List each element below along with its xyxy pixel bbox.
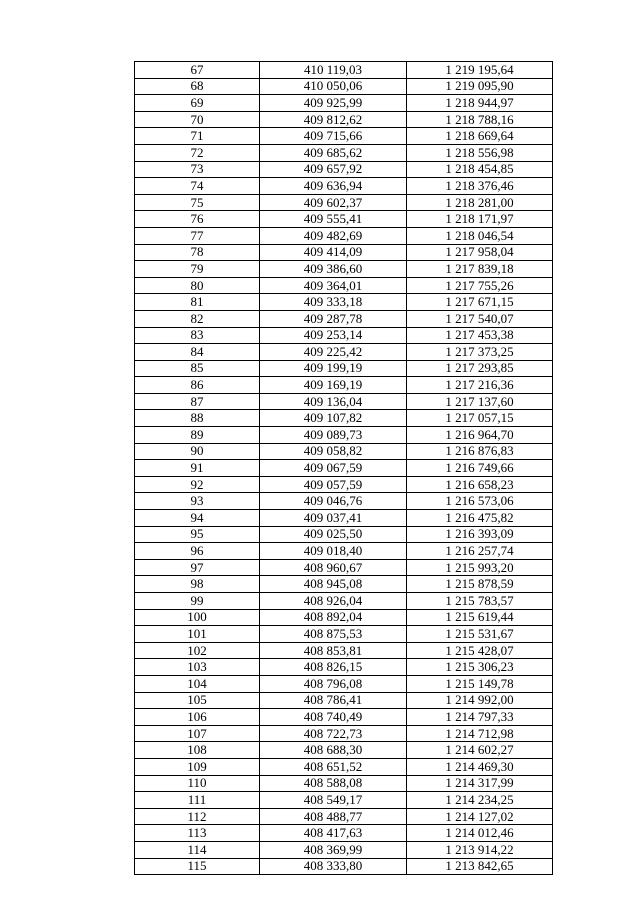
y-coordinate-cell: 1 217 057,15 (407, 410, 553, 427)
point-number-cell: 94 (135, 510, 260, 527)
x-coordinate-cell: 408 588,08 (260, 775, 407, 792)
x-coordinate-cell: 408 960,67 (260, 559, 407, 576)
y-coordinate-cell: 1 217 839,18 (407, 261, 553, 278)
table-row (135, 642, 553, 659)
y-coordinate-cell: 1 214 234,25 (407, 792, 553, 809)
x-coordinate-cell: 409 169,19 (260, 377, 407, 394)
table-row (135, 410, 553, 427)
y-coordinate-cell: 1 215 878,59 (407, 576, 553, 593)
x-coordinate-cell: 409 287,78 (260, 310, 407, 327)
y-coordinate-cell: 1 217 755,26 (407, 277, 553, 294)
point-number-cell: 110 (135, 775, 260, 792)
point-number-cell: 74 (135, 178, 260, 195)
table-row (135, 95, 553, 112)
y-coordinate-cell: 1 217 540,07 (407, 310, 553, 327)
x-coordinate-cell: 408 369,99 (260, 841, 407, 858)
table-row (135, 144, 553, 161)
y-coordinate-cell: 1 218 281,00 (407, 194, 553, 211)
y-coordinate-cell: 1 216 658,23 (407, 476, 553, 493)
table-row (135, 493, 553, 510)
table-row (135, 227, 553, 244)
point-number-cell: 79 (135, 261, 260, 278)
y-coordinate-cell: 1 218 944,97 (407, 95, 553, 112)
table-row (135, 393, 553, 410)
point-number-cell: 96 (135, 543, 260, 560)
x-coordinate-cell: 408 796,08 (260, 675, 407, 692)
point-number-cell: 84 (135, 344, 260, 361)
x-coordinate-cell: 410 050,06 (260, 78, 407, 95)
table-row (135, 261, 553, 278)
x-coordinate-cell: 408 892,04 (260, 609, 407, 626)
y-coordinate-cell: 1 216 876,83 (407, 443, 553, 460)
point-number-cell: 88 (135, 410, 260, 427)
table-row (135, 360, 553, 377)
x-coordinate-cell: 408 722,73 (260, 725, 407, 742)
point-number-cell: 102 (135, 642, 260, 659)
point-number-cell: 75 (135, 194, 260, 211)
y-coordinate-cell: 1 213 914,22 (407, 841, 553, 858)
y-coordinate-cell: 1 214 127,02 (407, 808, 553, 825)
point-number-cell: 89 (135, 427, 260, 444)
point-number-cell: 111 (135, 792, 260, 809)
x-coordinate-cell: 409 602,37 (260, 194, 407, 211)
x-coordinate-cell: 408 549,17 (260, 792, 407, 809)
y-coordinate-cell: 1 216 257,74 (407, 543, 553, 560)
x-coordinate-cell: 408 333,80 (260, 858, 407, 875)
x-coordinate-cell: 408 651,52 (260, 758, 407, 775)
y-coordinate-cell: 1 215 783,57 (407, 593, 553, 610)
point-number-cell: 91 (135, 460, 260, 477)
table-row (135, 211, 553, 228)
table-row (135, 460, 553, 477)
y-coordinate-cell: 1 214 317,99 (407, 775, 553, 792)
table-row (135, 476, 553, 493)
point-number-cell: 112 (135, 808, 260, 825)
point-number-cell: 104 (135, 675, 260, 692)
point-number-cell: 82 (135, 310, 260, 327)
point-number-cell: 70 (135, 111, 260, 128)
point-number-cell: 114 (135, 841, 260, 858)
table-row (135, 277, 553, 294)
point-number-cell: 72 (135, 144, 260, 161)
point-number-cell: 73 (135, 161, 260, 178)
point-number-cell: 81 (135, 294, 260, 311)
table-row (135, 377, 553, 394)
x-coordinate-cell: 409 482,69 (260, 227, 407, 244)
x-coordinate-cell: 409 089,73 (260, 427, 407, 444)
y-coordinate-cell: 1 215 149,78 (407, 675, 553, 692)
table-row (135, 709, 553, 726)
x-coordinate-cell: 409 057,59 (260, 476, 407, 493)
point-number-cell: 78 (135, 244, 260, 261)
x-coordinate-cell: 408 926,04 (260, 593, 407, 610)
y-coordinate-cell: 1 214 602,27 (407, 742, 553, 759)
y-coordinate-cell: 1 216 573,06 (407, 493, 553, 510)
y-coordinate-cell: 1 218 376,46 (407, 178, 553, 195)
table-row (135, 161, 553, 178)
x-coordinate-cell: 409 715,66 (260, 128, 407, 145)
x-coordinate-cell: 409 199,19 (260, 360, 407, 377)
y-coordinate-cell: 1 217 671,15 (407, 294, 553, 311)
x-coordinate-cell: 409 925,99 (260, 95, 407, 112)
point-number-cell: 97 (135, 559, 260, 576)
y-coordinate-cell: 1 214 012,46 (407, 825, 553, 842)
x-coordinate-cell: 408 488,77 (260, 808, 407, 825)
y-coordinate-cell: 1 218 788,16 (407, 111, 553, 128)
table-row (135, 692, 553, 709)
y-coordinate-cell: 1 218 454,85 (407, 161, 553, 178)
point-number-cell: 100 (135, 609, 260, 626)
point-number-cell: 76 (135, 211, 260, 228)
table-row (135, 742, 553, 759)
point-number-cell: 67 (135, 62, 260, 79)
x-coordinate-cell: 409 046,76 (260, 493, 407, 510)
table-row (135, 559, 553, 576)
y-coordinate-cell: 1 213 842,65 (407, 858, 553, 875)
table-row (135, 825, 553, 842)
table-row (135, 443, 553, 460)
x-coordinate-cell: 408 688,30 (260, 742, 407, 759)
x-coordinate-cell: 409 025,50 (260, 526, 407, 543)
x-coordinate-cell: 408 945,08 (260, 576, 407, 593)
x-coordinate-cell: 410 119,03 (260, 62, 407, 79)
x-coordinate-cell: 409 067,59 (260, 460, 407, 477)
y-coordinate-cell: 1 215 619,44 (407, 609, 553, 626)
coordinates-table-body (135, 62, 553, 875)
x-coordinate-cell: 409 555,41 (260, 211, 407, 228)
x-coordinate-cell: 409 333,18 (260, 294, 407, 311)
table-row (135, 178, 553, 195)
y-coordinate-cell: 1 214 797,33 (407, 709, 553, 726)
point-number-cell: 92 (135, 476, 260, 493)
x-coordinate-cell: 409 364,01 (260, 277, 407, 294)
table-row (135, 128, 553, 145)
x-coordinate-cell: 409 253,14 (260, 327, 407, 344)
y-coordinate-cell: 1 217 293,85 (407, 360, 553, 377)
x-coordinate-cell: 409 685,62 (260, 144, 407, 161)
y-coordinate-cell: 1 218 171,97 (407, 211, 553, 228)
x-coordinate-cell: 409 107,82 (260, 410, 407, 427)
y-coordinate-cell: 1 219 095,90 (407, 78, 553, 95)
point-number-cell: 98 (135, 576, 260, 593)
point-number-cell: 83 (135, 327, 260, 344)
y-coordinate-cell: 1 215 531,67 (407, 626, 553, 643)
table-row (135, 758, 553, 775)
table-row (135, 111, 553, 128)
table-row (135, 543, 553, 560)
point-number-cell: 71 (135, 128, 260, 145)
x-coordinate-cell: 408 786,41 (260, 692, 407, 709)
y-coordinate-cell: 1 218 669,64 (407, 128, 553, 145)
table-row (135, 526, 553, 543)
table-row (135, 609, 553, 626)
table-row (135, 725, 553, 742)
point-number-cell: 68 (135, 78, 260, 95)
point-number-cell: 93 (135, 493, 260, 510)
point-number-cell: 90 (135, 443, 260, 460)
x-coordinate-cell: 408 740,49 (260, 709, 407, 726)
point-number-cell: 99 (135, 593, 260, 610)
point-number-cell: 87 (135, 393, 260, 410)
x-coordinate-cell: 408 417,63 (260, 825, 407, 842)
x-coordinate-cell: 409 018,40 (260, 543, 407, 560)
point-number-cell: 85 (135, 360, 260, 377)
table-row (135, 294, 553, 311)
x-coordinate-cell: 409 136,04 (260, 393, 407, 410)
point-number-cell: 101 (135, 626, 260, 643)
x-coordinate-cell: 409 037,41 (260, 510, 407, 527)
point-number-cell: 86 (135, 377, 260, 394)
x-coordinate-cell: 409 657,92 (260, 161, 407, 178)
y-coordinate-cell: 1 218 046,54 (407, 227, 553, 244)
y-coordinate-cell: 1 216 393,09 (407, 526, 553, 543)
point-number-cell: 80 (135, 277, 260, 294)
point-number-cell: 77 (135, 227, 260, 244)
coordinates-table (134, 61, 553, 875)
y-coordinate-cell: 1 214 469,30 (407, 758, 553, 775)
table-row (135, 78, 553, 95)
table-row (135, 344, 553, 361)
y-coordinate-cell: 1 217 137,60 (407, 393, 553, 410)
point-number-cell: 115 (135, 858, 260, 875)
point-number-cell: 109 (135, 758, 260, 775)
table-row (135, 808, 553, 825)
table-row (135, 244, 553, 261)
y-coordinate-cell: 1 217 958,04 (407, 244, 553, 261)
table-row (135, 626, 553, 643)
y-coordinate-cell: 1 215 993,20 (407, 559, 553, 576)
y-coordinate-cell: 1 218 556,98 (407, 144, 553, 161)
table-row (135, 327, 553, 344)
x-coordinate-cell: 408 826,15 (260, 659, 407, 676)
point-number-cell: 69 (135, 95, 260, 112)
point-number-cell: 103 (135, 659, 260, 676)
x-coordinate-cell: 409 386,60 (260, 261, 407, 278)
table-row (135, 310, 553, 327)
table-row (135, 659, 553, 676)
y-coordinate-cell: 1 217 216,36 (407, 377, 553, 394)
x-coordinate-cell: 409 636,94 (260, 178, 407, 195)
table-row (135, 510, 553, 527)
y-coordinate-cell: 1 215 306,23 (407, 659, 553, 676)
y-coordinate-cell: 1 216 475,82 (407, 510, 553, 527)
y-coordinate-cell: 1 216 749,66 (407, 460, 553, 477)
x-coordinate-cell: 408 853,81 (260, 642, 407, 659)
point-number-cell: 95 (135, 526, 260, 543)
table-row (135, 576, 553, 593)
x-coordinate-cell: 409 225,42 (260, 344, 407, 361)
table-row (135, 792, 553, 809)
point-number-cell: 113 (135, 825, 260, 842)
y-coordinate-cell: 1 219 195,64 (407, 62, 553, 79)
x-coordinate-cell: 408 875,53 (260, 626, 407, 643)
table-row (135, 62, 553, 79)
y-coordinate-cell: 1 216 964,70 (407, 427, 553, 444)
table-row (135, 841, 553, 858)
x-coordinate-cell: 409 058,82 (260, 443, 407, 460)
y-coordinate-cell: 1 214 992,00 (407, 692, 553, 709)
y-coordinate-cell: 1 217 453,38 (407, 327, 553, 344)
point-number-cell: 105 (135, 692, 260, 709)
table-row (135, 593, 553, 610)
table-row (135, 858, 553, 875)
point-number-cell: 107 (135, 725, 260, 742)
y-coordinate-cell: 1 214 712,98 (407, 725, 553, 742)
point-number-cell: 106 (135, 709, 260, 726)
table-row (135, 194, 553, 211)
y-coordinate-cell: 1 215 428,07 (407, 642, 553, 659)
y-coordinate-cell: 1 217 373,25 (407, 344, 553, 361)
x-coordinate-cell: 409 414,09 (260, 244, 407, 261)
table-row (135, 675, 553, 692)
table-row (135, 427, 553, 444)
x-coordinate-cell: 409 812,62 (260, 111, 407, 128)
point-number-cell: 108 (135, 742, 260, 759)
table-row (135, 775, 553, 792)
